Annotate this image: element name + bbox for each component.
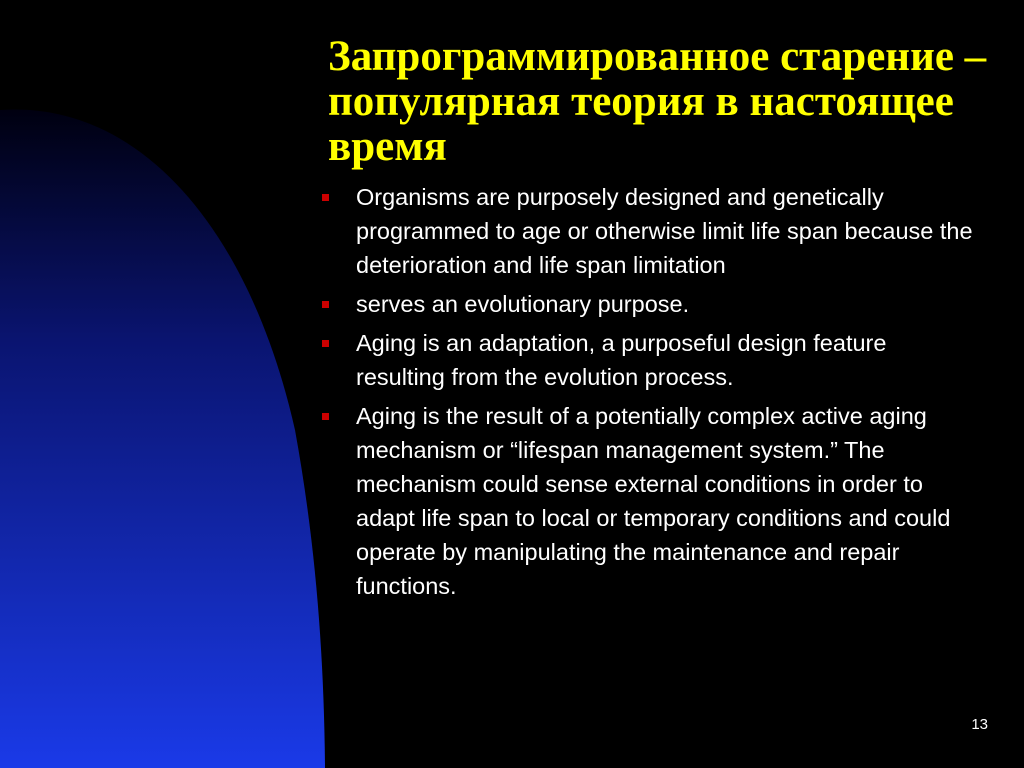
square-bullet-icon — [322, 194, 329, 201]
bullet-text: Aging is the result of a potentially complex active aging mechanism or “lifespan management system.” The mechanism could sense external conditions in order to adapt life span to local or temporary conditions and could operate by manipulating the maintenance and repair functions. — [356, 403, 951, 599]
page-number: 13 — [971, 716, 988, 733]
bullet-text: serves an evolutionary purpose. — [356, 291, 690, 317]
slide-title: Запрограммированное старение – популярная теория в настоящее время — [328, 33, 987, 170]
square-bullet-icon — [322, 413, 329, 420]
bullet-text: Organisms are purposely designed and genetically programmed to age or otherwise limit life span because the deterioration and life span limitation — [356, 184, 973, 278]
square-bullet-icon — [322, 340, 329, 347]
list-item — [320, 287, 980, 321]
bullet-text: Aging is an adaptation, a purposeful design feature resulting from the evolution process. — [356, 330, 887, 390]
list-item — [320, 180, 980, 282]
list-item — [320, 326, 980, 394]
list-item — [320, 399, 980, 603]
blue-arc-background-shape — [0, 0, 330, 768]
bullet-list — [320, 180, 980, 608]
square-bullet-icon — [322, 301, 329, 308]
